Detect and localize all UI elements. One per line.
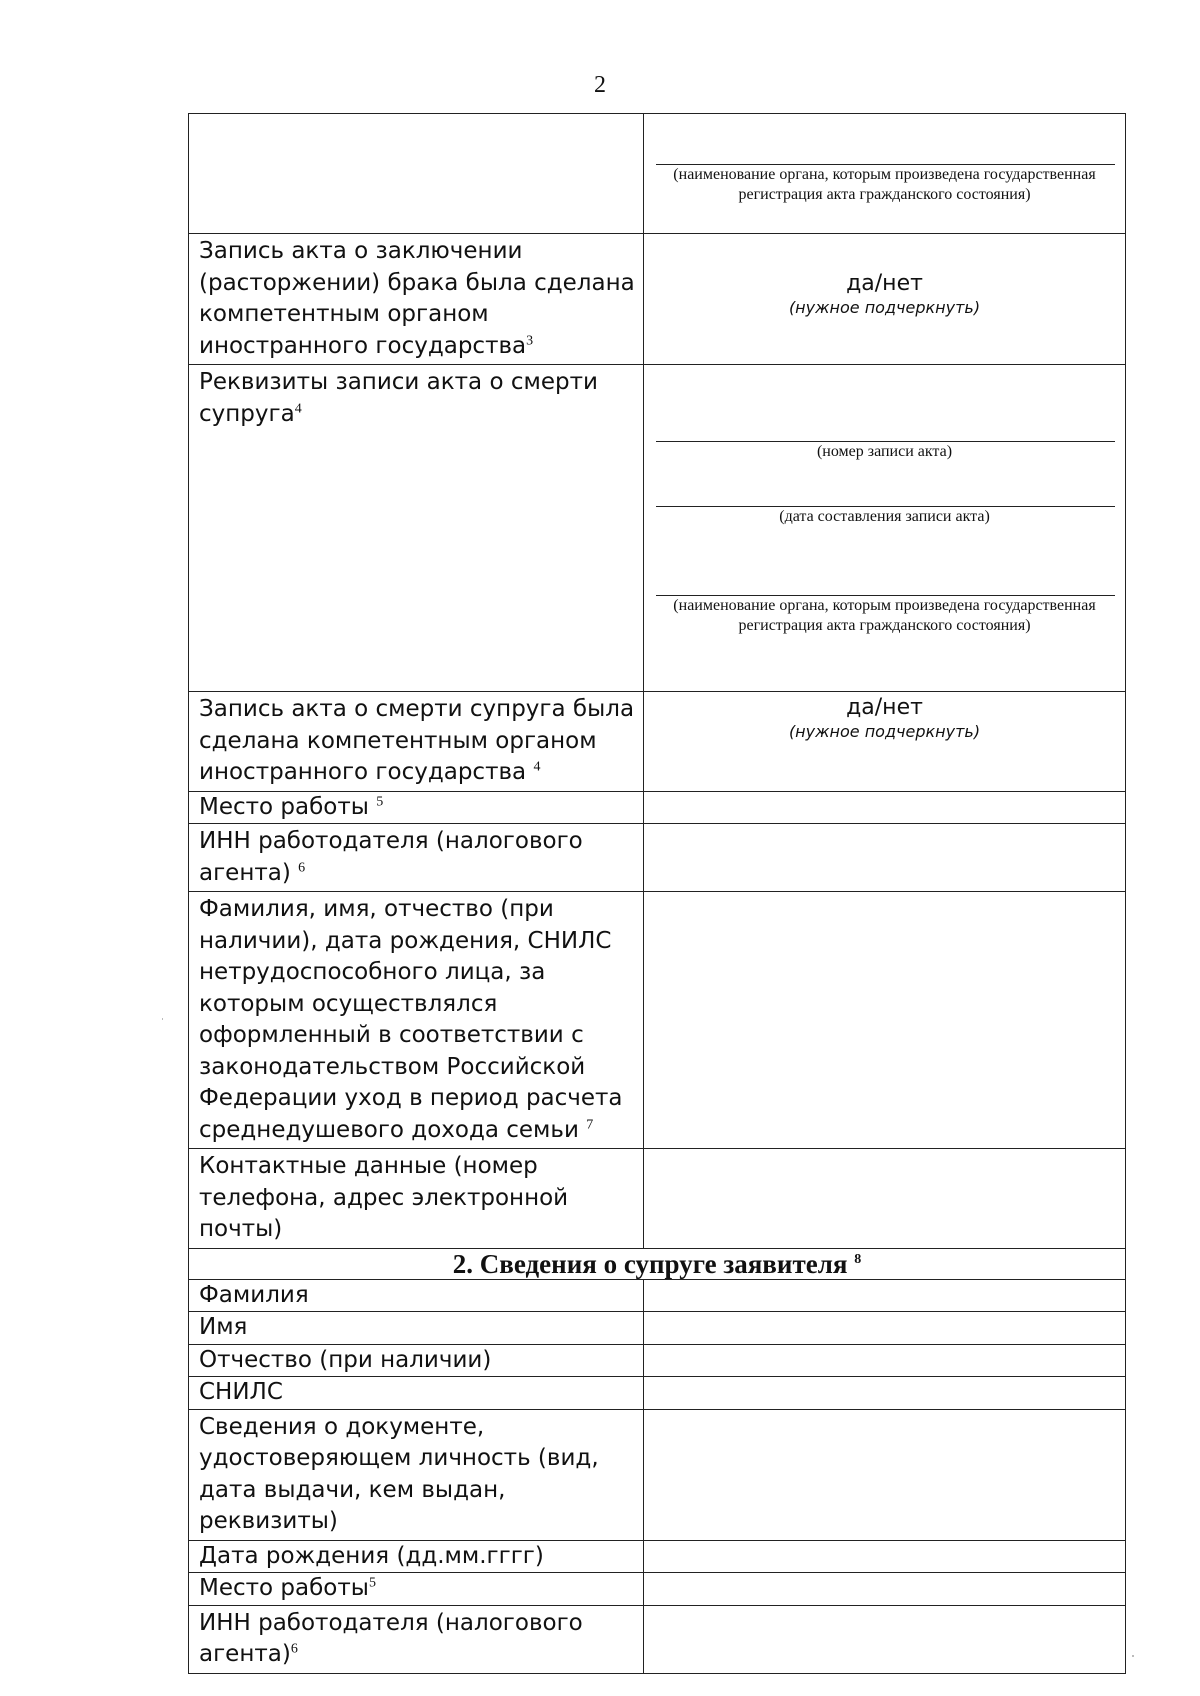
- workplace-input[interactable]: [644, 791, 1126, 824]
- death-record-label-cell: [189, 365, 644, 692]
- death-foreign-value-cell[interactable]: [644, 692, 1126, 792]
- marriage-foreign-row: [189, 234, 1126, 365]
- spouse-snils-label: СНИЛС: [189, 1377, 644, 1410]
- spouse-name-input[interactable]: [644, 1312, 1126, 1345]
- contacts-row: [189, 1149, 1126, 1249]
- spouse-surname-row: [189, 1279, 1126, 1312]
- spouse-workplace-label: Место работы: [199, 1575, 369, 1601]
- spouse-id-document-input[interactable]: [644, 1409, 1126, 1540]
- spouse-birth-date-row: [189, 1540, 1126, 1573]
- marriage-foreign-label: Запись акта о заключении (расторжении) брака была сделана компетентным органом иностранного государства: [199, 238, 635, 359]
- spouse-employer-inn-label-cell: [189, 1605, 644, 1673]
- registration-organ-row: [189, 114, 1126, 234]
- scan-speck: [162, 1018, 163, 1020]
- care-person-row: [189, 892, 1126, 1149]
- registration-organ-caption: (наименование органа, которым произведена государственная регистрация акта гражданского состояния): [673, 166, 1096, 203]
- spouse-id-document-label: Сведения о документе, удостоверяющем личность (вид, дата выдачи, кем выдан, реквизиты): [189, 1409, 644, 1540]
- death-foreign-yes-no[interactable]: да/нет: [846, 695, 923, 720]
- footnote-ref: 5: [376, 793, 384, 809]
- spouse-employer-inn-row: [189, 1605, 1126, 1673]
- spouse-workplace-input[interactable]: [644, 1573, 1126, 1606]
- spouse-birth-date-input[interactable]: [644, 1540, 1126, 1573]
- spouse-surname-input[interactable]: [644, 1279, 1126, 1312]
- spouse-snils-row: [189, 1377, 1126, 1410]
- care-person-label: Фамилия, имя, отчество (при наличии), дата рождения, СНИЛС нетрудоспособного лица, за которым осуществлялся оформленный в соответствии с законодательством Российской Федерации уход в период расчета среднедушевого дохода семьи: [199, 896, 623, 1143]
- footnote-ref: 5: [368, 1575, 376, 1591]
- spouse-workplace-label-cell: [189, 1573, 644, 1606]
- contacts-label-cell: [189, 1149, 644, 1249]
- death-record-row: [189, 365, 1126, 692]
- spouse-patronymic-input[interactable]: [644, 1344, 1126, 1377]
- death-record-date-caption: (дата составления записи акта): [779, 508, 990, 525]
- contacts-label: Контактные данные (номер телефона, адрес электронной почты): [199, 1153, 569, 1242]
- death-foreign-label-cell: [189, 692, 644, 792]
- care-person-label-cell: [189, 892, 644, 1149]
- marriage-foreign-value-cell[interactable]: [644, 234, 1126, 365]
- spouse-employer-inn-label: ИНН работодателя (налогового агента): [199, 1609, 583, 1667]
- spouse-snils-input[interactable]: [644, 1377, 1126, 1410]
- workplace-label-cell: [189, 791, 644, 824]
- contacts-input[interactable]: [644, 1149, 1126, 1249]
- workplace-row: [189, 791, 1126, 824]
- spouse-id-document-row: [189, 1409, 1126, 1540]
- footnote-ref: 4: [294, 400, 302, 416]
- page-number: 2: [594, 72, 606, 98]
- spouse-employer-inn-input[interactable]: [644, 1605, 1126, 1673]
- registration-organ-cell[interactable]: [644, 114, 1126, 234]
- spouse-workplace-row: [189, 1573, 1126, 1606]
- death-foreign-hint: (нужное подчеркнуть): [788, 722, 981, 741]
- death-record-organ-caption: (наименование органа, которым произведена государственная регистрация акта гражданского состояния): [673, 597, 1096, 634]
- employer-inn-input[interactable]: [644, 824, 1126, 892]
- footnote-ref: 8: [854, 1251, 862, 1267]
- spouse-surname-label: Фамилия: [189, 1279, 644, 1312]
- footnote-ref: 6: [298, 859, 306, 875]
- care-person-input[interactable]: [644, 892, 1126, 1149]
- section-2-header: [189, 1248, 1126, 1279]
- employer-inn-label: ИНН работодателя (налогового агента): [199, 828, 583, 886]
- marriage-foreign-label-cell: [189, 234, 644, 365]
- section-2-header-row: [189, 1248, 1126, 1279]
- employer-inn-row: [189, 824, 1126, 892]
- spouse-patronymic-label: Отчество (при наличии): [189, 1344, 644, 1377]
- footnote-ref: 4: [533, 759, 541, 775]
- scan-speck: [1132, 1655, 1134, 1657]
- marriage-foreign-hint: (нужное подчеркнуть): [788, 298, 981, 317]
- death-record-number-caption: (номер записи акта): [816, 443, 953, 460]
- footnote-ref: 6: [290, 1641, 298, 1657]
- footnote-ref: 7: [586, 1116, 594, 1132]
- spouse-name-row: [189, 1312, 1126, 1345]
- empty-label-cell: [189, 114, 644, 234]
- death-foreign-row: [189, 692, 1126, 792]
- death-foreign-label: Запись акта о смерти супруга была сделана компетентным органом иностранного государства: [199, 696, 635, 785]
- spouse-name-label: Имя: [189, 1312, 644, 1345]
- marriage-foreign-yes-no[interactable]: да/нет: [846, 271, 923, 296]
- spouse-patronymic-row: [189, 1344, 1126, 1377]
- section-2-title: 2. Сведения о супруге заявителя: [452, 1248, 848, 1279]
- workplace-label: Место работы: [199, 793, 369, 820]
- death-record-value-cell[interactable]: [644, 365, 1126, 692]
- death-record-label: Реквизиты записи акта о смерти супруга: [199, 369, 598, 427]
- employer-inn-label-cell: [189, 824, 644, 892]
- application-form-table: [188, 113, 1126, 1674]
- spouse-birth-date-label: Дата рождения (дд.мм.гггг): [189, 1540, 644, 1573]
- footnote-ref: 3: [526, 332, 534, 348]
